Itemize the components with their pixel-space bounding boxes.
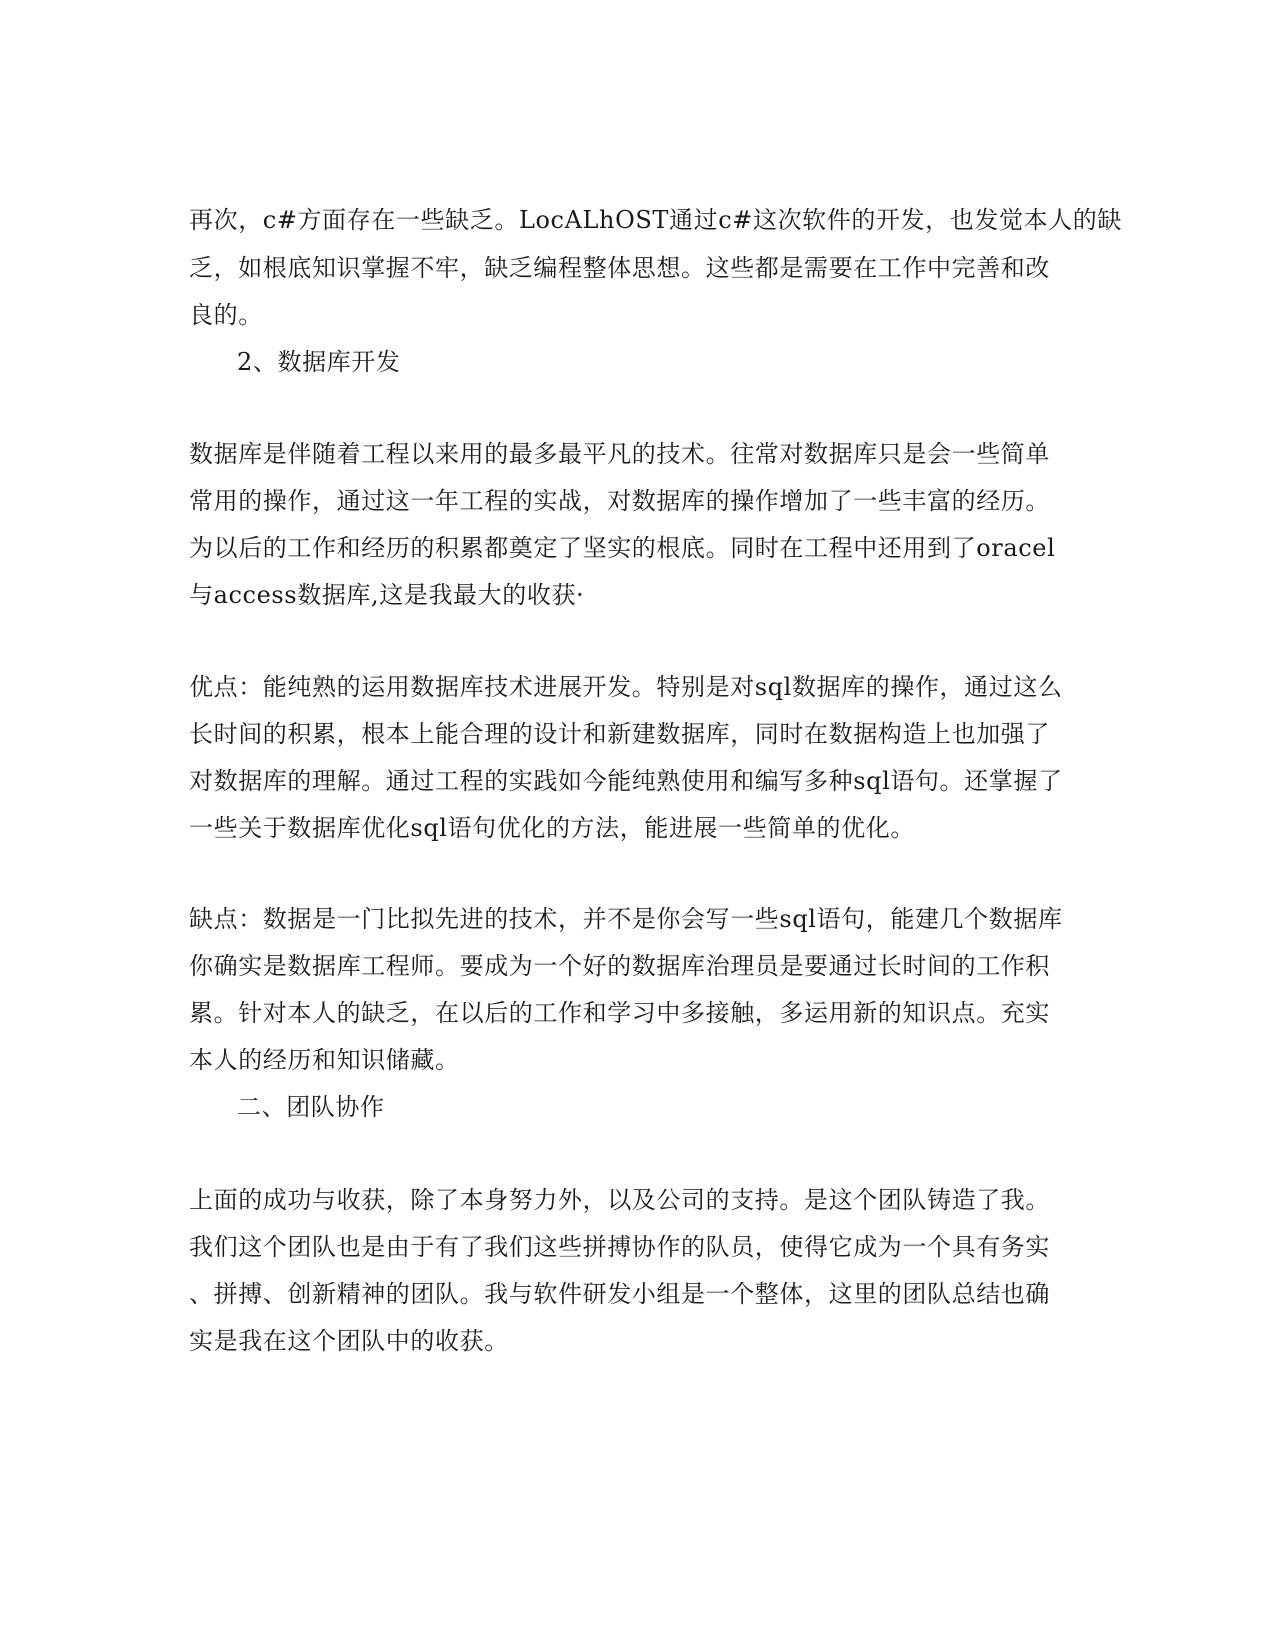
paragraph-team-line-3: 、拼搏、创新精神的团队。我与软件研发小组是一个整体，这里的团队总结也确 [189,1280,1050,1308]
paragraph-disadvantages-line-4: 本人的经历和知识储藏。 [189,1046,460,1074]
paragraph-database-line-2: 常用的操作，通过这一年工程的实战，对数据库的操作增加了一些丰富的经历。 [189,487,1050,515]
heading-team-collaboration: 二、团队协作 [237,1093,385,1121]
paragraph-csharp-line-2: 乏，如根底知识掌握不牢，缺乏编程整体思想。这些都是需要在工作中完善和改 [189,254,1050,282]
paragraph-disadvantages-line-3: 累。针对本人的缺乏，在以后的工作和学习中多接触，多运用新的知识点。充实 [189,999,1050,1027]
paragraph-csharp-line-3: 良的。 [189,301,263,329]
paragraph-advantages-line-1: 优点：能纯熟的运用数据库技术进展开发。特别是对sql数据库的操作，通过这么 [189,673,1063,701]
paragraph-advantages-line-3: 对数据库的理解。通过工程的实践如今能纯熟使用和编写多种sql语句。还掌握了 [189,767,1063,795]
paragraph-database-line-3: 为以后的工作和经历的积累都奠定了坚实的根底。同时在工程中还用到了oracel [189,534,1056,562]
paragraph-advantages-line-2: 长时间的积累，根本上能合理的设计和新建数据库，同时在数据构造上也加强了 [189,720,1050,748]
paragraph-disadvantages-line-2: 你确实是数据库工程师。要成为一个好的数据库治理员是要通过长时间的工作积 [189,952,1050,980]
paragraph-database-line-4: 与access数据库,这是我最大的收获· [189,581,585,609]
paragraph-advantages-line-4: 一些关于数据库优化sql语句优化的方法，能进展一些简单的优化。 [189,814,915,842]
paragraph-csharp-line-1: 再次，c#方面存在一些缺乏。LocALhOST通过c#这次软件的开发，也发觉本人的缺 [189,206,1122,234]
paragraph-team-line-1: 上面的成功与收获，除了本身努力外，以及公司的支持。是这个团队铸造了我。 [189,1186,1050,1214]
heading-database-development: 2、数据库开发 [237,348,401,376]
paragraph-team-line-2: 我们这个团队也是由于有了我们这些拼搏协作的队员，使得它成为一个具有务实 [189,1233,1050,1261]
paragraph-database-line-1: 数据库是伴随着工程以来用的最多最平凡的技术。往常对数据库只是会一些简单 [189,440,1050,468]
paragraph-team-line-4: 实是我在这个团队中的收获。 [189,1327,509,1355]
paragraph-disadvantages-line-1: 缺点：数据是一门比拟先进的技术，并不是你会写一些sql语句，能建几个数据库 [189,905,1063,933]
